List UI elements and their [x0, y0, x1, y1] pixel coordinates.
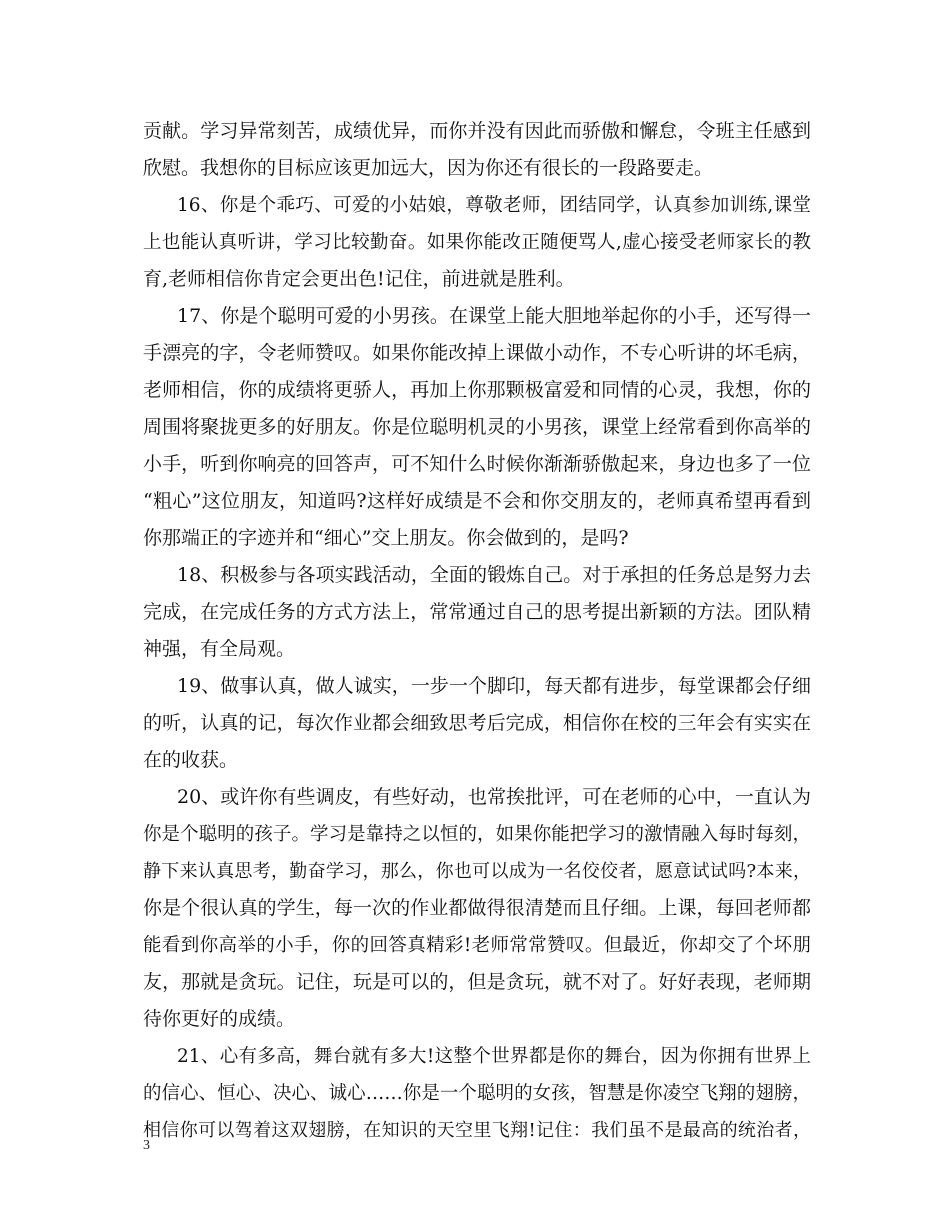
text-line: 神强，有全局观。: [143, 638, 296, 660]
text-line: 手漂亮的字，令老师赞叹。如果你能改掉上课做小动作，不专心听讲的坏毛病，: [143, 342, 811, 364]
text-line: 18、积极参与各项实践活动，全面的锻炼自己。对于承担的任务总是努力去: [177, 564, 811, 586]
text-line: 相信你可以驾着这双翅膀，在知识的天空里飞翔!记住：我们虽不是最高的统治者，: [143, 1120, 811, 1141]
text-line: 17、你是个聪明可爱的小男孩。在课堂上能大胆地举起你的小手，还写得一: [177, 305, 811, 327]
text-line: 上也能认真听讲，学习比较勤奋。如果你能改正随便骂人,虚心接受老师家长的教: [143, 232, 811, 253]
text-line: 你是个聪明的孩子。学习是靠持之以恒的，如果你能把学习的激情融入每时每刻，: [143, 824, 811, 845]
text-line: 你那端正的字迹并和“细心”交上朋友。你会做到的，是吗?: [143, 527, 629, 549]
text-line: 完成，在完成任务的方式方法上，常常通过自己的思考提出新颖的方法。团队精: [143, 601, 811, 623]
page-number: 3: [143, 1138, 150, 1153]
document-body: [143, 113, 811, 1149]
text-line: 贡献。学习异常刻苦，成绩优异，而你并没有因此而骄傲和懈怠，令班主任感到: [143, 120, 811, 142]
text-line: 在的收获。: [143, 749, 239, 771]
text-line: 的听，认真的记，每次作业都会细致思考后完成，相信你在校的三年会有实实在: [143, 712, 811, 734]
text-line: 16、你是个乖巧、可爱的小姑娘，尊敬老师，团结同学，认真参加训练,课堂: [177, 195, 811, 216]
text-line: 友，那就是贪玩。记住，玩是可以的，但是贪玩，就不对了。好好表现，老师期: [143, 971, 811, 993]
text-line: 育,老师相信你肯定会更出色!记住，前进就是胜利。: [143, 268, 575, 290]
text-line: 20、或许你有些调皮，有些好动，也常挨批评，可在老师的心中，一直认为: [177, 786, 811, 808]
text-line: 小手，听到你响亮的回答声，可不知什么时候你渐渐骄傲起来，身边也多了一位: [143, 453, 811, 475]
text-line: 的信心、恒心、决心、诚心……你是一个聪明的女孩，智慧是你凌空飞翔的翅膀，: [143, 1083, 811, 1104]
text-line: 21、心有多高，舞台就有多大!这整个世界都是你的舞台，因为你拥有世界上: [177, 1046, 811, 1067]
text-line: 待你更好的成绩。: [143, 1008, 296, 1030]
text-line: “粗心”这位朋友，知道吗?这样好成绩是不会和你交朋友的，老师真希望再看到: [143, 490, 811, 512]
text-line: 周围将聚拢更多的好朋友。你是位聪明机灵的小男孩，课堂上经常看到你高举的: [143, 416, 811, 438]
text-line: 19、做事认真，做人诚实，一步一个脚印，每天都有进步，每堂课都会仔细: [177, 675, 811, 697]
text-line: 静下来认真思考，勤奋学习，那么，你也可以成为一名佼佼者，愿意试试吗?本来，: [143, 861, 811, 882]
text-line: 能看到你高举的小手，你的回答真精彩!老师常常赞叹。但最近，你却交了个坏朋: [143, 935, 811, 956]
text-line: 欣慰。我想你的目标应该更加远大，因为你还有很长的一段路要走。: [143, 157, 714, 179]
text-line: 你是个很认真的学生，每一次的作业都做得很清楚而且仔细。上课，每回老师都: [143, 897, 811, 919]
text-line: 老师相信，你的成绩将更骄人，再加上你那颗极富爱和同情的心灵，我想，你的: [143, 379, 811, 401]
